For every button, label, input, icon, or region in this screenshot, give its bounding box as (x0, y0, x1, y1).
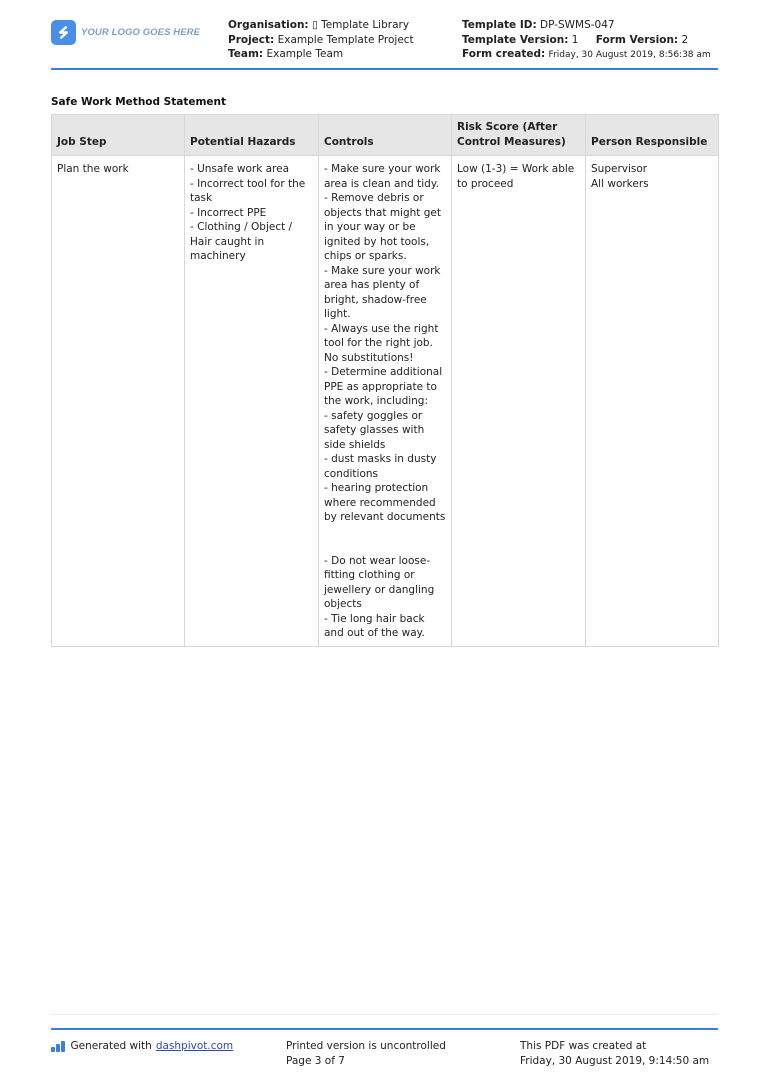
control-item: - Determine additional PPE as appropriate to the work, including: (324, 366, 443, 407)
table-header-row (52, 115, 719, 156)
cell-potential-hazards (185, 156, 319, 647)
column-header-job-step: Job Step (52, 115, 185, 156)
pdf-created-label: This PDF was created at (520, 1040, 647, 1052)
column-header-potential-hazards: Potential Hazards (185, 115, 319, 156)
logo-icon (51, 20, 76, 45)
control-item: - hearing protection where recommended by relevant documents (324, 482, 446, 523)
control-item: - Tie long hair back and out of the way. (324, 612, 425, 639)
control-item: - Always use the right tool for the right job. No substitutions! (324, 322, 439, 364)
project-value: Example Template Project (277, 33, 414, 46)
cell-person-responsible (586, 156, 719, 647)
generated-text: Generated with (70, 1040, 152, 1052)
control-item: - safety goggles or safety glasses with side shields (324, 409, 425, 451)
control-item: - Make sure your work area has plenty of bright, shadow-free light. (324, 264, 441, 320)
column-header-risk-score: Risk Score (After Control Measures) (452, 115, 586, 156)
company-logo (51, 20, 200, 45)
printed-notice: Printed version is uncontrolled (286, 1040, 446, 1052)
form-created-label: Form created: (462, 48, 546, 60)
team-value: Example Team (266, 48, 344, 60)
control-item: - Make sure your work area is clean and tidy. (324, 163, 441, 190)
footer-divider (51, 1028, 718, 1030)
section-title: Safe Work Method Statement (51, 96, 227, 108)
hazard-item: - Incorrect tool for the task (190, 177, 306, 204)
organisation-label: Organisation: (228, 19, 309, 31)
document-header (51, 18, 718, 68)
blank-line (324, 525, 446, 540)
cell-controls (319, 156, 452, 647)
control-item: - dust masks in dusty conditions (324, 453, 437, 480)
page-info: Page 3 of 7 (286, 1054, 345, 1067)
control-item: - Do not wear loose-fitting clothing or jewellery or dangling objects (324, 554, 435, 610)
dashpivot-bars-icon (51, 1040, 65, 1052)
table-row (52, 156, 719, 647)
project-label: Project: (228, 33, 275, 46)
header-divider (51, 68, 718, 70)
organisation-info (228, 18, 414, 62)
print-info (286, 1039, 446, 1068)
generated-with (51, 1039, 233, 1054)
team-label: Team: (228, 48, 264, 60)
organisation-value: ▯ Template Library (311, 19, 410, 31)
template-info (462, 18, 711, 63)
control-item: - Remove debris or objects that might get in your way or be ignited by hot tools, chips or sparks. (324, 192, 441, 262)
person-item: All workers (591, 177, 649, 190)
swms-table (51, 114, 719, 647)
column-header-person-responsible: Person Responsible (586, 115, 719, 156)
form-created-value: Friday, 30 August 2019, 8:56:38 am (548, 50, 711, 60)
template-version-label: Template Version: (462, 33, 569, 46)
form-version-label: Form Version: (595, 33, 679, 46)
form-version-value: 2 (681, 33, 689, 46)
footer-light-divider (51, 1014, 718, 1015)
template-id-value: DP-SWMS-047 (540, 19, 615, 31)
template-version-value: 1 (571, 33, 579, 46)
dashpivot-link[interactable]: dashpivot.com (155, 1040, 234, 1052)
hazard-item: - Unsafe work area (190, 163, 290, 175)
hazard-item: - Clothing / Object / Hair caught in machinery (190, 221, 293, 262)
cell-risk-score: Low (1-3) = Work able to proceed (452, 156, 586, 647)
hazard-item: - Incorrect PPE (190, 206, 267, 219)
person-item: Supervisor (591, 163, 648, 175)
blank-line (324, 539, 446, 554)
pdf-created-info (520, 1039, 709, 1068)
cell-job-step: Plan the work (52, 156, 185, 647)
column-header-controls: Controls (319, 115, 452, 156)
pdf-created-value: Friday, 30 August 2019, 9:14:50 am (520, 1054, 710, 1067)
logo-text: YOUR LOGO GOES HERE (81, 27, 201, 38)
template-id-label: Template ID: (462, 19, 537, 31)
